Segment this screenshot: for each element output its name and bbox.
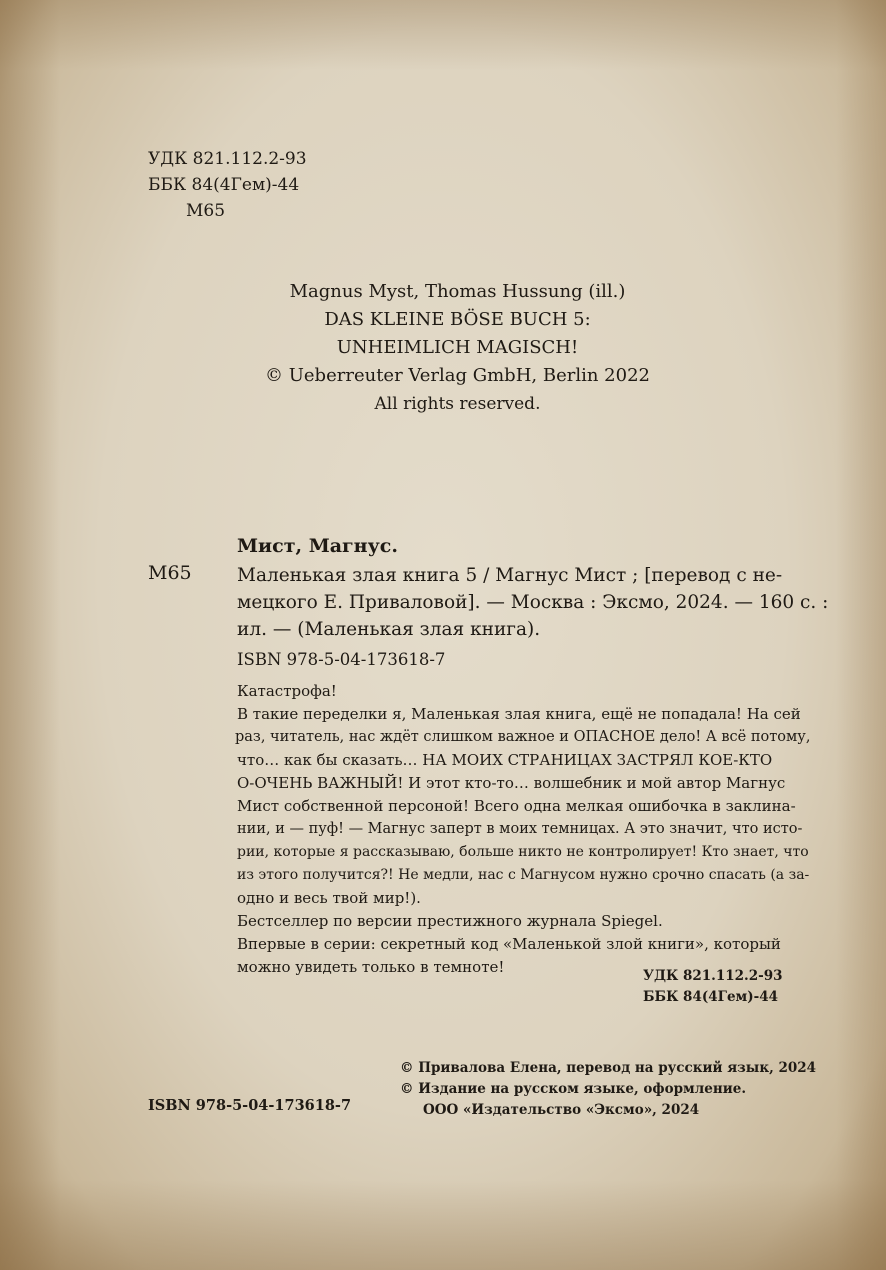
- author-sign: М65: [186, 201, 226, 221]
- annotation-line: одно и весь твой мир!).: [237, 889, 421, 907]
- annotation-line: Мист собственной персоной! Всего одна мелкая ошибочка в заклина-: [237, 797, 796, 815]
- annotation-line: нии, и — пуф! — Магнус заперт в моих темницах. А это значит, что исто-: [237, 821, 803, 837]
- bottom-udk: УДК 821.112.2-93: [643, 968, 783, 984]
- annotation-line: В такие переделки я, Маленькая злая книга, ещё не попадала! На сей: [237, 705, 801, 723]
- original-title-line2: UNHEIMLICH MAGISCH!: [336, 337, 579, 358]
- page-edge-shadow-right: [836, 0, 886, 1270]
- original-authors: Magnus Myst, Thomas Hussung (ill.): [289, 281, 626, 302]
- udk-code: УДК 821.112.2-93: [148, 149, 307, 169]
- biblio-line-1: Маленькая злая книга 5 / Магнус Мист ; [перевод с не-: [237, 565, 783, 586]
- original-title-line1: DAS KLEINE BÖSE BUCH 5:: [324, 309, 591, 330]
- bbk-code: ББК 84(4Гем)-44: [148, 175, 300, 195]
- annotation-line: Катастрофа!: [237, 682, 337, 700]
- rights-reserved: All rights reserved.: [374, 394, 541, 414]
- annotation-line: Бестселлер по версии престижного журнала Spiegel.: [237, 912, 663, 930]
- bottom-classification: [643, 966, 782, 1008]
- record-isbn: ISBN 978-5-04-173618-7: [237, 650, 446, 669]
- annotation-line: можно увидеть только в темноте!: [237, 958, 505, 976]
- annotation: [235, 680, 811, 979]
- bibliographic-description: [237, 562, 783, 589]
- record-author-heading: Мист, Магнус.: [237, 535, 398, 557]
- annotation-line: раз, читатель, нас ждёт слишком важное и ОПАСНОЕ дело! А всё потому,: [235, 729, 811, 745]
- biblio-line-2-visible: мецкого Е. Приваловой]. — Москва : Эксмо, 2024. — 160 с. :: [237, 592, 829, 613]
- page-edge-shadow-left: [0, 0, 60, 1270]
- annotation-line: Впервые в серии: секретный код «Маленькой злой книги», который: [237, 935, 781, 953]
- bottom-isbn: ISBN 978-5-04-173618-7: [148, 1097, 352, 1114]
- translation-copyright: © Привалова Елена, перевод на русский язык, 2024: [400, 1060, 817, 1076]
- original-edition-block: [200, 278, 715, 418]
- original-copyright: © Ueberreuter Verlag GmbH, Berlin 2022: [265, 365, 650, 386]
- annotation-line: О-ОЧЕНЬ ВАЖНЫЙ! И этот кто-то… волшебник и мой автор Магнус: [237, 774, 786, 792]
- annotation-line: из этого получится?! Не медли, нас с Магнусом нужно срочно спасать (а за-: [237, 867, 810, 883]
- publisher-name: ООО «Издательство «Эксмо», 2024: [423, 1102, 700, 1118]
- record-code: М65: [148, 562, 192, 584]
- classification-block: [148, 146, 307, 224]
- edition-copyright: © Издание на русском языке, оформление.: [400, 1081, 747, 1097]
- annotation-line: рии, которые я рассказываю, больше никто не контролирует! Кто знает, что: [237, 844, 809, 860]
- page-edge-shadow-bottom: [0, 1180, 886, 1270]
- annotation-line: что… как бы сказать… НА МОИХ СТРАНИЦАХ ЗАСТРЯЛ КОЕ-КТО: [237, 751, 773, 769]
- copyright-block: [400, 1058, 816, 1121]
- biblio-line-3: ил. — (Маленькая злая книга).: [237, 619, 541, 640]
- page-edge-shadow-top: [0, 0, 886, 70]
- bottom-bbk: ББК 84(4Гем)-44: [643, 989, 779, 1005]
